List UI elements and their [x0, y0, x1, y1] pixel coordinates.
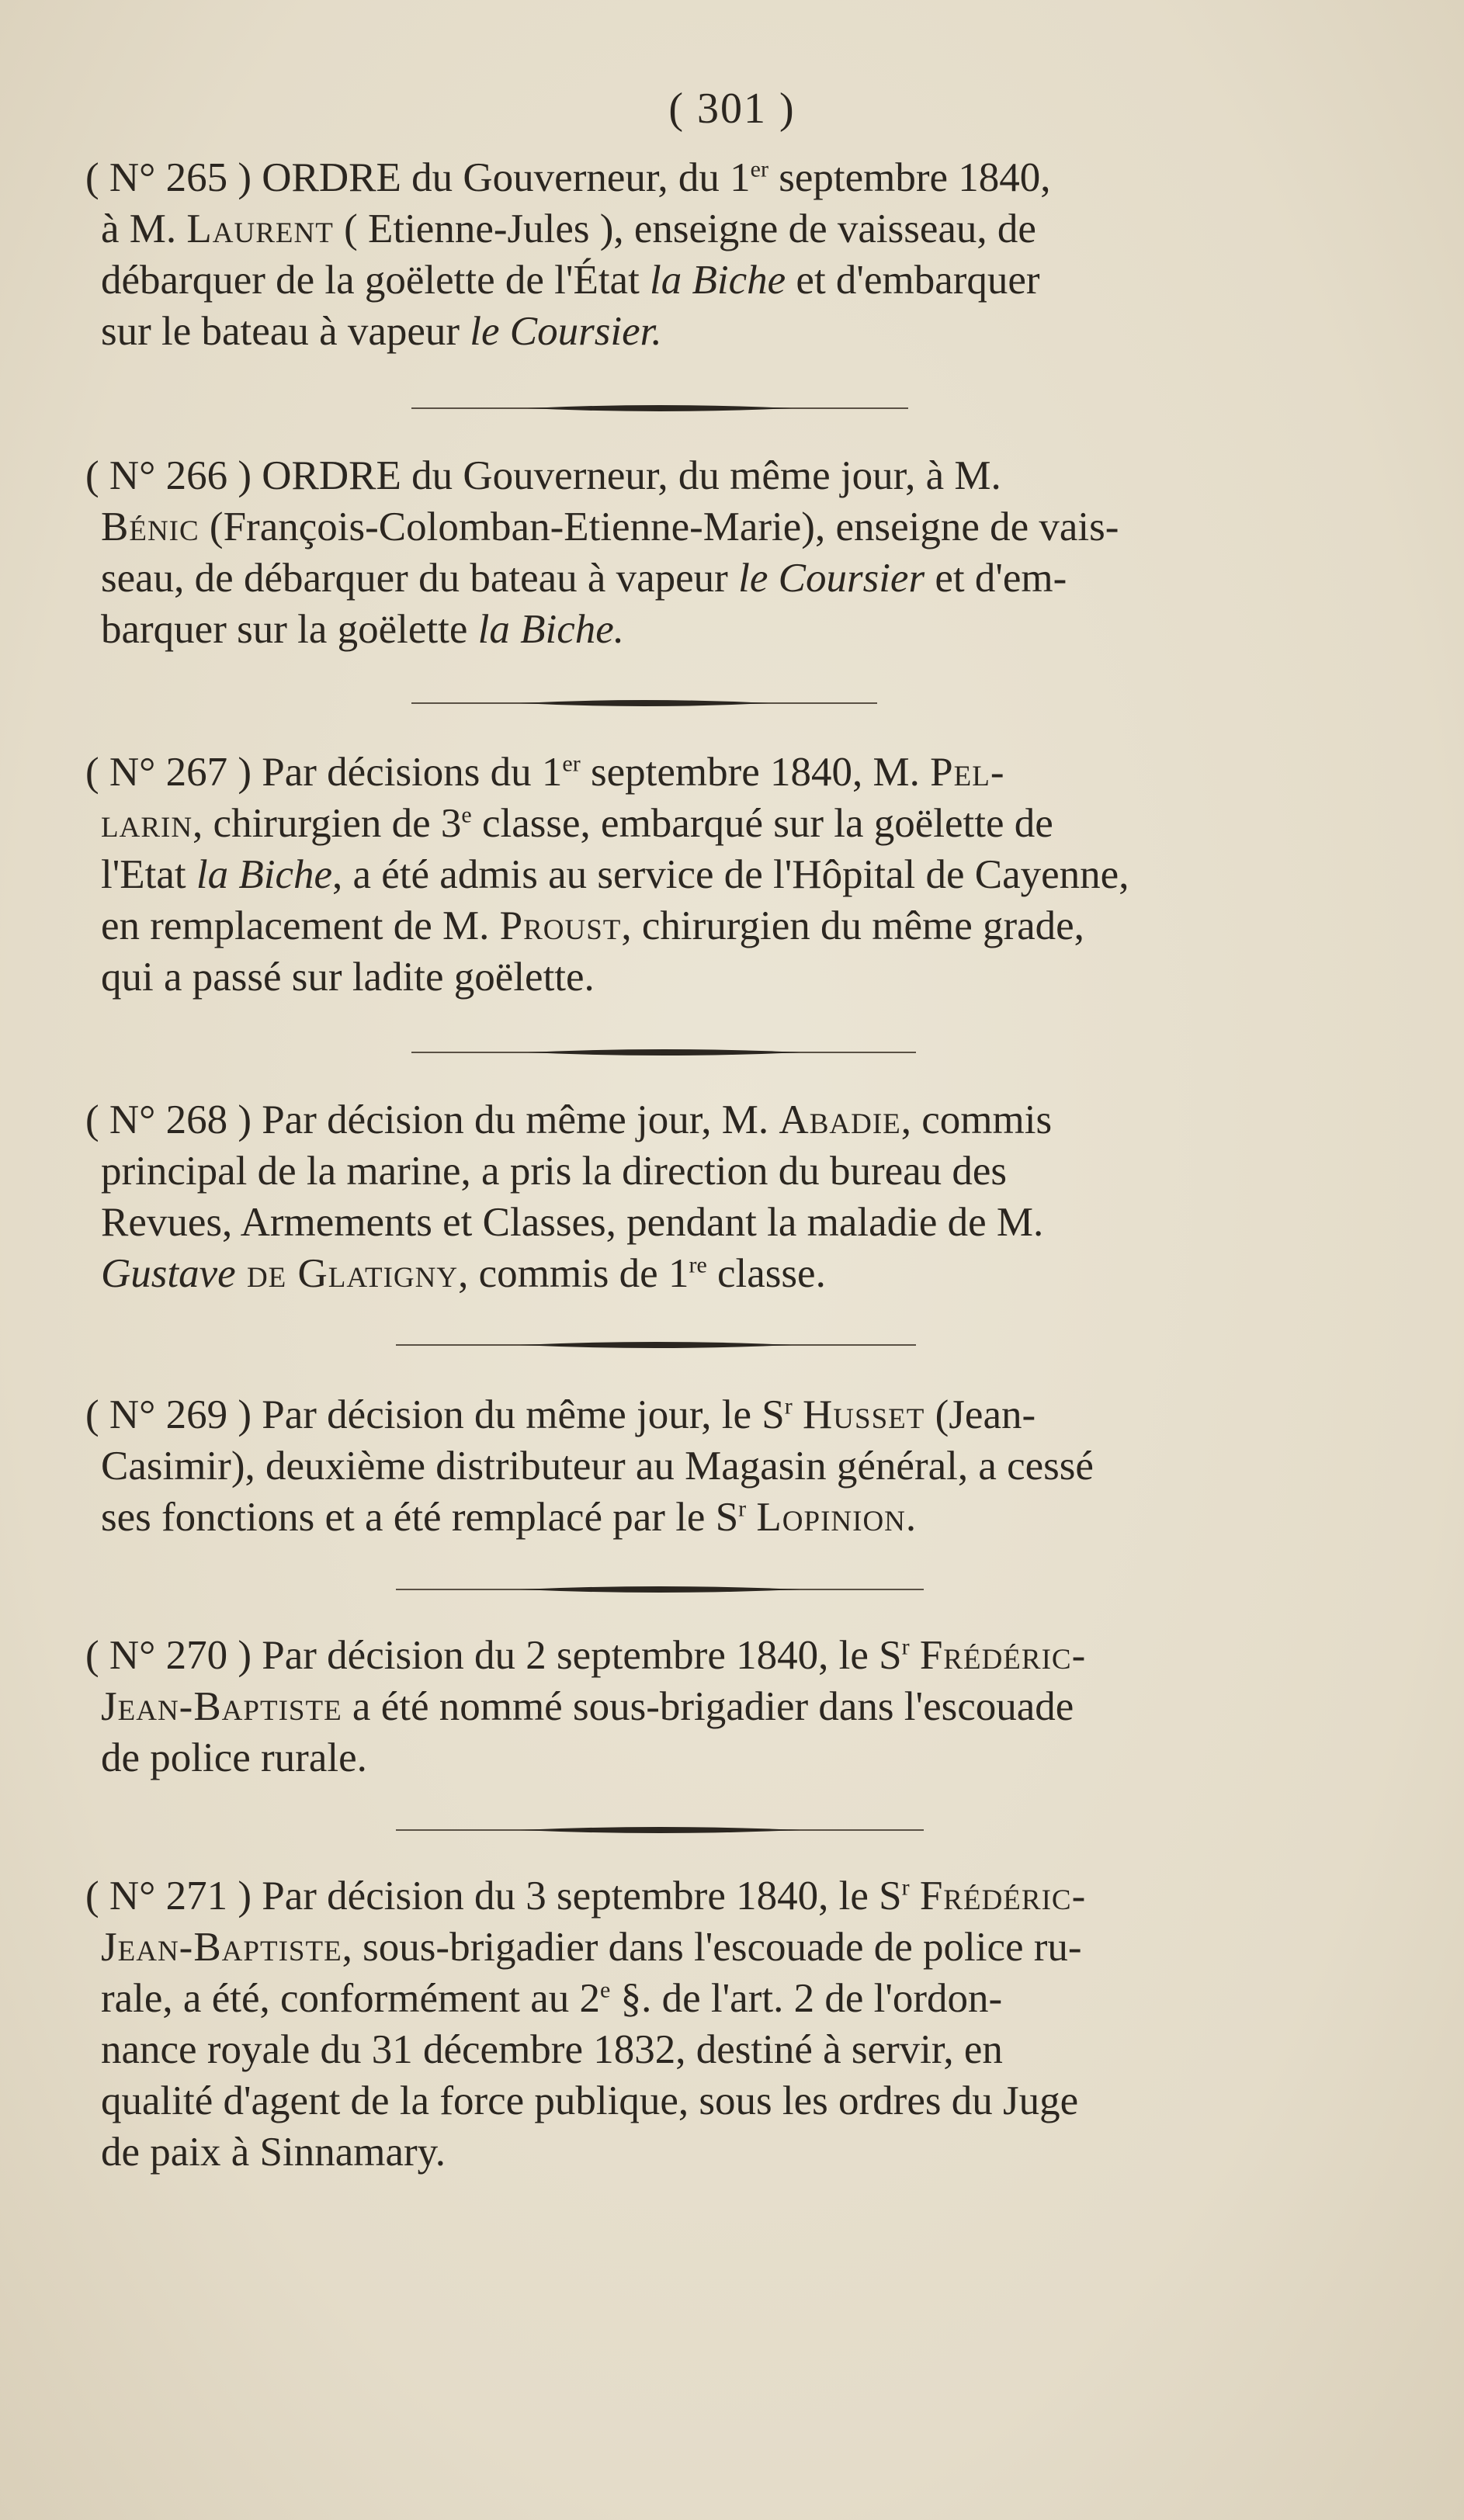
page-number: ( 301 ) [668, 85, 796, 133]
text: , sous-brigadier dans l'escouade de police ru- [342, 1925, 1082, 1970]
entry-line [85, 203, 1265, 255]
text [793, 1392, 803, 1437]
text: débarquer de la goëlette de l'État [101, 258, 650, 303]
person-name: Abadie [779, 1097, 901, 1142]
text: barquer sur la goëlette [101, 607, 478, 652]
person-name: Jean-Baptiste [101, 1925, 342, 1970]
separator-rule [396, 1340, 916, 1350]
text: en remplacement de M. [101, 903, 500, 948]
separator-rule [411, 404, 908, 413]
text: §. de l'art. 2 de l'ordon- [610, 1976, 1003, 2021]
text: (François-Colomban-Etienne-Marie), enseigne de vais- [199, 504, 1119, 549]
entry-line [85, 1197, 1265, 1248]
text: qui a passé sur ladite goëlette. [101, 955, 595, 1000]
person-name: Husset [803, 1392, 925, 1437]
text: septembre 1840, M. [580, 750, 931, 795]
text [910, 1633, 920, 1678]
text: de paix à Sinnamary. [101, 2130, 446, 2175]
entry-line [85, 1440, 1265, 1492]
ship-name: le Coursier [738, 556, 925, 601]
superscript: r [784, 1393, 793, 1419]
text: ( N° 266 ) ORDRE du Gouverneur, du même jour, à M. [85, 453, 1001, 498]
text: ( N° 267 ) Par décisions du 1 [85, 750, 563, 795]
entry-line [85, 306, 1265, 357]
text: l'Etat [101, 852, 196, 897]
text: et d'em- [925, 556, 1067, 601]
entry-265 [85, 152, 1265, 357]
text: septembre 1840, [768, 155, 1051, 200]
person-name: Proust [499, 903, 622, 948]
entry-line [85, 1922, 1265, 1973]
text [746, 1495, 756, 1540]
entry-line [85, 255, 1265, 306]
entry-line [85, 2127, 1265, 2178]
text: ( N° 270 ) Par décision du 2 septembre 1840, le S [85, 1633, 902, 1678]
entry-line [85, 1389, 1265, 1440]
person-name: Lopinion [756, 1495, 906, 1540]
text: a été nommé sous-brigadier dans l'escouade [342, 1684, 1074, 1729]
superscript: e [461, 802, 472, 828]
entry-line [85, 553, 1265, 604]
entry-line [85, 604, 1265, 655]
superscript: r [901, 1634, 910, 1660]
text: Revues, Armements et Classes, pendant la maladie de M. [101, 1200, 1044, 1245]
entry-line [85, 1973, 1265, 2024]
text: Casimir), deuxième distributeur au Magasin général, a cessé [101, 1444, 1094, 1489]
ship-name: la Biche. [477, 607, 624, 652]
entry-line [85, 798, 1265, 849]
text: et d'embarquer [786, 258, 1040, 303]
superscript: er [750, 156, 768, 182]
entry-line [85, 2075, 1265, 2127]
superscript: er [562, 750, 581, 777]
entry-line [85, 1146, 1265, 1197]
entry-268 [85, 1094, 1265, 1299]
entry-line [85, 1492, 1265, 1543]
text: sur le bateau à vapeur [101, 309, 470, 354]
person-name: Bénic [101, 504, 199, 549]
person-name: Jean-Baptiste [101, 1684, 342, 1729]
entry-line [85, 1094, 1265, 1146]
entry-line [85, 951, 1265, 1003]
entry-line [85, 1630, 1265, 1681]
text: classe, embarqué sur la goëlette de [471, 801, 1053, 846]
superscript: re [689, 1252, 707, 1278]
entry-269 [85, 1389, 1265, 1543]
text: , chirurgien de 3 [193, 801, 462, 846]
text: rale, a été, conformément au 2 [101, 1976, 601, 2021]
entry-line [85, 900, 1265, 951]
separator-rule [411, 1048, 916, 1057]
text: à M. [101, 206, 187, 251]
entry-line [85, 450, 1265, 501]
entry-line [85, 2024, 1265, 2075]
entry-line [85, 1870, 1265, 1922]
text: nance royale du 31 décembre 1832, destiné à servir, en [101, 2027, 1003, 2072]
entry-line [85, 747, 1265, 798]
superscript: r [901, 1874, 910, 1901]
text: seau, de débarquer du bateau à vapeur [101, 556, 739, 601]
separator-rule [396, 1825, 924, 1835]
entry-line [85, 1248, 1265, 1299]
text: , a été admis au service de l'Hôpital de Cayenne, [332, 852, 1129, 897]
text: , commis de 1 [458, 1251, 689, 1296]
text [910, 1874, 920, 1919]
text: (Jean- [925, 1392, 1036, 1437]
entry-line [85, 1681, 1265, 1732]
person-name: de Glatigny [235, 1251, 459, 1296]
ship-name: la Biche [650, 258, 786, 303]
person-name: Frédéric- [919, 1874, 1087, 1919]
person-name: Frédéric- [919, 1633, 1087, 1678]
text: classe. [706, 1251, 826, 1296]
entry-line [85, 849, 1265, 900]
person-name: Laurent [186, 206, 334, 251]
text: ( N° 268 ) Par décision du même jour, M. [85, 1097, 779, 1142]
superscript: r [738, 1496, 747, 1522]
entry-line [85, 501, 1265, 553]
text: , chirurgien du même grade, [621, 903, 1084, 948]
entry-270 [85, 1630, 1265, 1783]
text: ( Etienne-Jules ), enseigne de vaisseau, de [333, 206, 1036, 251]
text: ( N° 265 ) ORDRE du Gouverneur, du 1 [85, 155, 751, 200]
text: ses fonctions et a été remplacé par le S [101, 1495, 739, 1540]
text: ( N° 269 ) Par décision du même jour, le S [85, 1392, 785, 1437]
first-name: Gustave [101, 1251, 236, 1296]
text: . [905, 1495, 917, 1540]
superscript: e [600, 1977, 611, 2003]
entry-267 [85, 747, 1265, 1003]
text: qualité d'agent de la force publique, sous les ordres du Juge [101, 2078, 1079, 2123]
separator-rule [411, 698, 877, 708]
entry-line [85, 1732, 1265, 1783]
person-name: Pel- [930, 750, 1005, 795]
separator-rule [396, 1585, 924, 1594]
text: , commis [900, 1097, 1053, 1142]
entry-271 [85, 1870, 1265, 2178]
text: ( N° 271 ) Par décision du 3 septembre 1840, le S [85, 1874, 902, 1919]
ship-name: le Coursier. [470, 309, 662, 354]
ship-name: la Biche [196, 852, 332, 897]
text: principal de la marine, a pris la direction du bureau des [101, 1149, 1008, 1194]
entry-266 [85, 450, 1265, 655]
person-name: larin [101, 801, 193, 846]
entry-line [85, 152, 1265, 203]
text: de police rurale. [101, 1735, 367, 1780]
